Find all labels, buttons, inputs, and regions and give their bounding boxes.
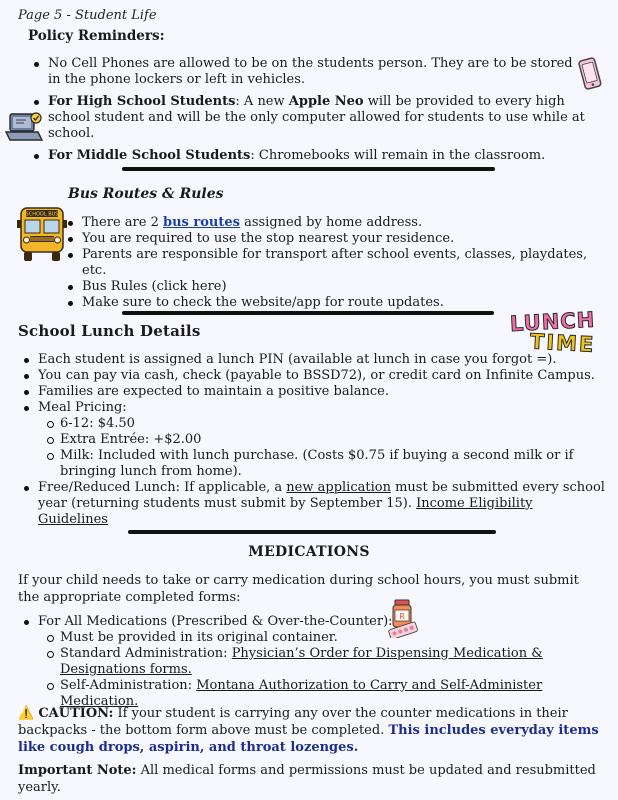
lunch-logo-line1: LUNCH [509, 307, 596, 337]
physician-order-link[interactable]: Physician’s Order for Dispensing Medication & Designations forms. [60, 646, 543, 677]
lunch-logo-line2: TIME [529, 329, 596, 357]
bus-sign-text: SCHOOL BUS [25, 211, 59, 218]
list-item: There are 2 bus routes assigned by home address. [82, 215, 602, 231]
page-label: Page 5 - Student Life [18, 8, 157, 23]
new-application-link[interactable]: new application [286, 480, 391, 495]
warning-icon: ⚠️ [18, 706, 35, 721]
list-item: Parents are responsible for transport after school events, classes, playdates, etc. [82, 247, 602, 279]
divider [122, 167, 495, 171]
laptop-icon [4, 108, 44, 148]
lunch-list [38, 352, 606, 528]
important-note: Important Note: All medical forms and permissions must be updated and resubmitted yearly. [18, 763, 596, 795]
medications-intro: If your child needs to take or carry medication during school hours, you must submit the appropriate completed forms: [18, 573, 579, 605]
bus-list [82, 215, 602, 311]
list-item: Make sure to check the website/app for route updates. [82, 295, 602, 311]
list-item: Extra Entrée: +$2.00 [60, 432, 606, 448]
list-item: Free/Reduced Lunch: If applicable, a new application must be submitted every school year (returning students must submit by September 15). Income Eligibility Guidelines [38, 480, 605, 527]
list-item: For Middle School Students: Chromebooks will remain in the classroom. [48, 148, 588, 164]
list-item: Milk: Included with lunch purchase. (Costs $0.75 if buying a second milk or if bringing lunch from home). [60, 448, 590, 480]
policy-title: Policy Reminders: [28, 28, 165, 44]
medications-title: MEDICATIONS [248, 544, 370, 560]
divider [128, 530, 496, 534]
self-administer-link[interactable]: Montana Authorization to Carry and Self-Administer Medication. [60, 678, 543, 709]
list-item: Meal Pricing: 6-12: $4.50 Extra Entrée: +$2.00 Milk: Included with lunch purchase. (Costs $0.75 if buying a second milk or if bringing lunch from home). [38, 400, 606, 480]
bus-routes-link[interactable]: bus routes [162, 215, 240, 230]
bus-section-title: Bus Routes & Rules [68, 186, 224, 202]
medications-sub-list [38, 630, 608, 710]
list-item: You are required to use the stop nearest your residence. [82, 231, 602, 247]
list-item: Families are expected to maintain a positive balance. [38, 384, 606, 400]
income-guidelines-link[interactable]: Income Eligibility Guidelines [38, 496, 533, 527]
divider [122, 311, 494, 315]
list-item: For All Medications (Prescribed & Over-the-Counter): Must be provided in its original container. Standard Administration: Physician’s Order for Dispensing Medication & Designations forms. Self-Administration: Montana Authorization to Carry and Self-Administer Medication. [38, 614, 608, 710]
meal-pricing-list [38, 416, 606, 480]
list-item: For High School Students: A new Apple Neo will be provided to every high school student and will be the only computer allowed for students to use while at school. [48, 94, 588, 142]
phone-icon [577, 56, 603, 92]
list-item: Standard Administration: Physician’s Order for Dispensing Medication & Designations forms. [60, 646, 600, 678]
lunch-section-title: School Lunch Details [18, 322, 201, 340]
list-item: 6-12: $4.50 [60, 416, 606, 432]
list-item: Self-Administration: Montana Authorization to Carry and Self-Administer Medication. [60, 678, 608, 710]
list-item: No Cell Phones are allowed to be on the students person. They are to be stored in the phone lockers or left in vehicles. [48, 56, 588, 88]
school-bus-icon [17, 205, 67, 263]
medications-list [38, 614, 608, 710]
list-item: Each student is assigned a lunch PIN (available at lunch in case you forgot =). [38, 352, 606, 368]
svg-text:R: R [399, 612, 405, 621]
list-item: Must be provided in its original container. [60, 630, 608, 646]
bus-rules-item[interactable]: Bus Rules (click here) [82, 279, 602, 295]
caution-note: ⚠️ CAUTION: If your student is carrying any over the counter medications in their backpacks - the bottom form above must be completed. This includes everyday items like cough drops, aspirin, and throat lozenges. [18, 706, 599, 755]
list-item: You can pay via cash, check (payable to BSSD72), or credit card on Infinite Campus. [38, 368, 606, 384]
policy-list [48, 56, 588, 164]
